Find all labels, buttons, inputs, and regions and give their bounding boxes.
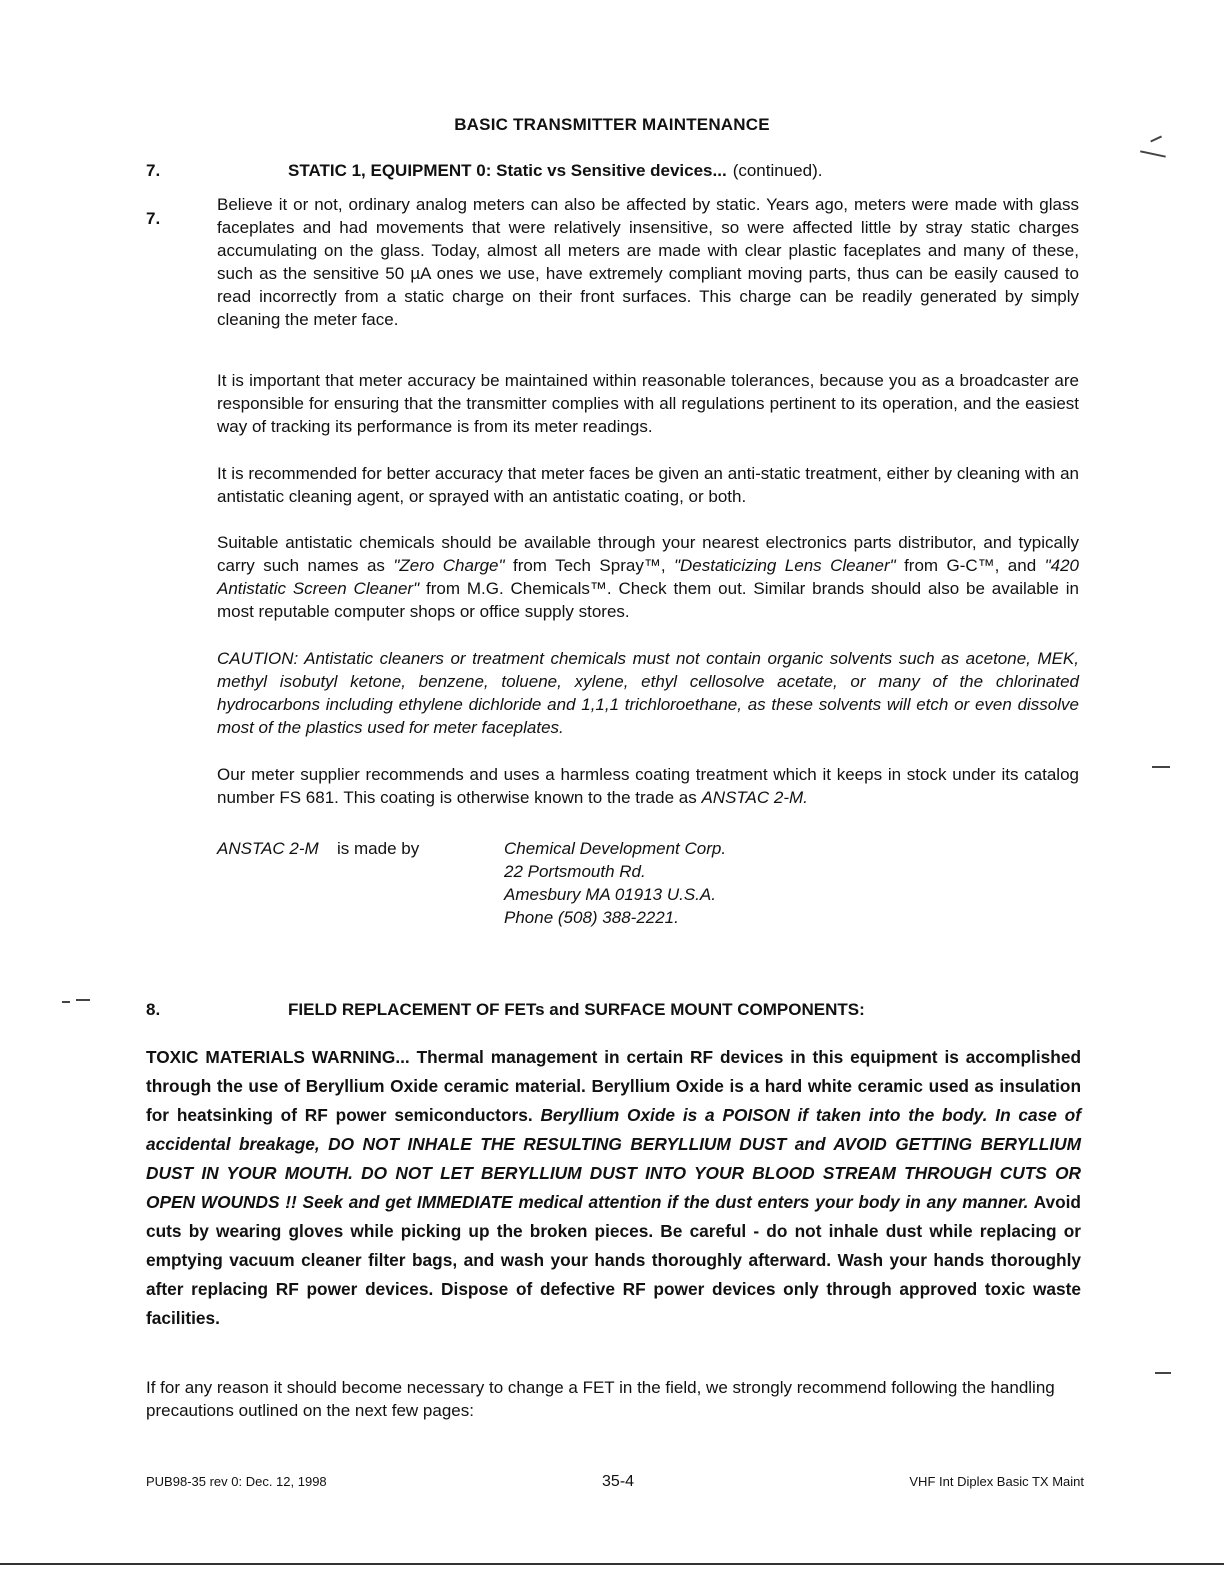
section-8-title: FIELD REPLACEMENT OF FETs and SURFACE MOUNT COMPONENTS: — [288, 1000, 865, 1019]
bottom-rule — [0, 1563, 1224, 1565]
section-7-number: 7. — [146, 161, 161, 180]
product-lens-cleaner: "Destaticizing Lens Cleaner" — [673, 556, 896, 575]
section-8-heading — [146, 1000, 1106, 1020]
supplier-text: Our meter supplier recommends and uses a harmless coating treatment which it keeps in stock under its catalog number FS 681. This coating is otherwise known to the trade as — [217, 765, 1079, 807]
section-7-heading — [146, 161, 1106, 181]
warning-text-2: Avoid cuts by wearing gloves while picking up the broken pieces. Be careful - do not inhale dust while replacing or emptying vacuum cleaner filter bags, and wash your hands thoroughly afterward. Wash your hands thoroughly after replacing RF power devices. Dispose of defective RF power devices only through approved toxic waste facilities. — [146, 1192, 1081, 1328]
scan-mark — [62, 1001, 70, 1003]
scan-mark — [1150, 136, 1162, 142]
address-company: Chemical Development Corp. — [504, 839, 727, 858]
warning-text-1: TOXIC MATERIALS WARNING... Thermal management in certain RF devices in this equipment is accomplished through the use of Beryllium Oxide ceramic material. Beryllium Oxide is a hard white ceramic used as insulation for heatsinking of RF power semiconductors. — [146, 1047, 1081, 1125]
toxic-materials-warning — [146, 1043, 1081, 1333]
subsection-7-number: 7. — [146, 209, 161, 228]
paragraph-meters-static: Believe it or not, ordinary analog meters can also be affected by static. Years ago, meters were made with glass faceplates and had movements that were relatively insensitive, so were affected little by stray static charges accumulating on the glass. Today, almost all meters are made with clear plastic faceplates and many of these, such as the sensitive 50 µA ones we use, have extremely compliant moving parts, thus can be easily caused to read incorrectly from a static charge on their front surfaces. This charge can be readily generated by simply cleaning the meter face. — [217, 195, 1079, 329]
manufacturer-address — [504, 837, 726, 929]
manufacturer-product: ANSTAC 2-M — [217, 839, 319, 858]
section-7-title: STATIC 1, EQUIPMENT 0: Static vs Sensitive devices... — [288, 161, 727, 180]
footer-page-number: 35-4 — [602, 1473, 635, 1490]
suitable-text-4: from M.G. Chemicals™. Check them out. Similar brands should also be available in most reputable computer shops or office supply stores. — [217, 579, 1079, 621]
address-city: Amesbury MA 01913 U.S.A. — [504, 885, 716, 904]
address-phone: Phone (508) 388-2221. — [504, 908, 679, 927]
paragraph-meter-accuracy: It is important that meter accuracy be maintained within reasonable tolerances, because you as a broadcaster are responsible for ensuring that the transmitter complies with all regulations pertinent to its operation, and the easiest way of tracking its performance is from its meter readings. — [217, 371, 1079, 436]
supplier-product-name: ANSTAC 2-M. — [701, 788, 808, 807]
product-zero-charge: "Zero Charge" — [393, 556, 505, 575]
page-footer — [146, 1473, 1084, 1491]
manufacturer-block — [217, 837, 726, 929]
warning-poison-text: Beryllium Oxide is a POISON if taken into the body. In case of accidental breakage, DO NOT INHALE THE RESULTING BERYLLIUM DUST and AVOID GETTING BERYLLIUM DUST IN YOUR MOUTH. DO NOT LET BERYLLIUM DUST INTO YOUR BLOOD STREAM THROUGH CUTS OR OPEN WOUNDS !! Seek and get IMMEDIATE medical attention if the dust enters your body in any manner. — [146, 1105, 1081, 1212]
suitable-text-2: from Tech Spray™, — [504, 556, 674, 575]
section-8-number: 8. — [146, 1000, 161, 1019]
page-title: BASIC TRANSMITTER MAINTENANCE — [454, 115, 770, 134]
suitable-text-3: from G-C™, and — [895, 556, 1045, 575]
footer-document-title: VHF Int Diplex Basic TX Maint — [909, 1474, 1084, 1489]
scan-mark — [1155, 1372, 1171, 1374]
scan-mark — [1152, 766, 1170, 768]
paragraph-suitable-chemicals — [217, 531, 1079, 623]
paragraph-meter-supplier — [217, 763, 1079, 809]
manufacturer-made-by: is made by — [337, 839, 420, 858]
product-screen-cleaner: "420 Antistatic Screen Cleaner" — [217, 556, 1079, 598]
suitable-text-1: Suitable antistatic chemicals should be available through your nearest electronics parts distributor, and typically carry such names as — [217, 533, 1079, 575]
address-street: 22 Portsmouth Rd. — [504, 862, 646, 881]
closing-paragraph: If for any reason it should become necessary to change a FET in the field, we strongly recommend following the handling precautions outlined on the next few pages: — [146, 1378, 1055, 1420]
scan-mark — [76, 999, 90, 1001]
scan-mark — [1140, 150, 1166, 157]
footer-publication: PUB98-35 rev 0: Dec. 12, 1998 — [146, 1474, 327, 1489]
caution-paragraph: CAUTION: Antistatic cleaners or treatment chemicals must not contain organic solvents such as acetone, MEK, methyl isobutyl ketone, benzene, toluene, xylene, ethyl cellosolve acetate, or many of the chlorinated hydrocarbons including ethylene dichloride and 1,1,1 trichloroethane, as these solvents will etch or even dissolve most of the plastics used for meter faceplates. — [217, 649, 1079, 737]
paragraph-anti-static-treatment: It is recommended for better accuracy that meter faces be given an anti-static treatment, either by cleaning with an antistatic cleaning agent, or sprayed with an antistatic coating, or both. — [217, 464, 1079, 506]
section-7-continued: (continued). — [732, 161, 823, 180]
